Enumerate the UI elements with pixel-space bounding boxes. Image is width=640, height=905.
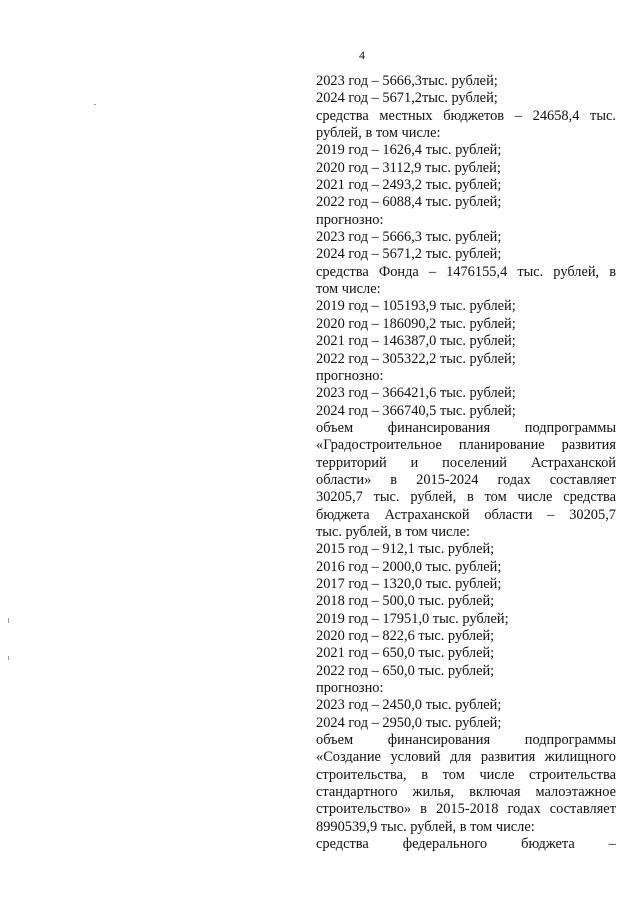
text-line: прогнозно: [316,680,384,697]
text-line: строительства, в том числе строительства [316,766,616,783]
scan-speck [94,104,96,105]
text-line: рублей, в том числе: [316,125,441,142]
text-line: 2020 год – 3112,9 тыс. рублей; [316,159,501,176]
text-line: 2019 год – 105193,9 тыс. рублей; [316,298,516,315]
text-line: области» в 2015-2024 годах составляет [316,471,616,488]
text-line: строительство» в 2015-2018 годах составляет [316,801,616,818]
text-line: 2015 год – 912,1 тыс. рублей; [316,541,495,558]
text-line: стандартного жилья, включая малоэтажное [316,784,616,801]
text-line: бюджета Астраханской области – 30205,7 [316,506,616,523]
text-line: 2016 год – 2000,0 тыс. рублей; [316,558,502,575]
text-line: 2019 год – 17951,0 тыс. рублей; [316,610,509,627]
text-line: средства Фонда – 1476155,4 тыс. рублей, в [316,263,616,280]
text-line: 2018 год – 500,0 тыс. рублей; [316,593,495,610]
text-line: 2023 год – 5666,3 тыс. рублей; [316,229,502,246]
text-line: тыс. рублей, в том числе: [316,523,470,540]
text-line: 2023 год – 366421,6 тыс. рублей; [316,385,516,402]
text-line: 2021 год – 650,0 тыс. рублей; [316,645,495,662]
text-line: средства местных бюджетов – 24658,4 тыс. [316,107,616,124]
text-line: 2019 год – 1626,4 тыс. рублей; [316,142,502,159]
text-line: 2024 год – 2950,0 тыс. рублей; [316,714,502,731]
text-line: «Градостроительное планирование развития [316,437,616,454]
scan-speck [8,618,9,623]
text-line: 2023 год – 5666,3тыс. рублей; [316,73,498,89]
text-line: средства федерального бюджета – [316,836,616,853]
page-number: 4 [359,48,365,62]
text-line: 2024 год – 5671,2тыс. рублей; [316,90,498,107]
text-line: 2021 год – 146387,0 тыс. рублей; [316,333,516,350]
text-line: «Создание условий для развития жилищного [316,749,616,766]
text-line: прогнозно: [316,367,384,384]
text-line: 2024 год – 5671,2 тыс. рублей; [316,246,502,263]
text-line: том числе: [316,281,381,298]
text-line: 2022 год – 305322,2 тыс. рублей; [316,350,516,367]
text-line: 2022 год – 6088,4 тыс. рублей; [316,194,502,211]
document-body [316,73,616,853]
scan-speck [8,656,9,660]
text-line: 2020 год – 186090,2 тыс. рублей; [316,315,516,332]
text-line: 2022 год – 650,0 тыс. рублей; [316,662,495,679]
text-line: 2020 год – 822,6 тыс. рублей; [316,628,495,644]
text-line: 2024 год – 366740,5 тыс. рублей; [316,402,516,419]
text-line: 2017 год – 1320,0 тыс. рублей; [316,575,502,592]
text-line: объем финансирования подпрограммы [316,732,616,749]
text-line: 8990539,9 тыс. рублей, в том числе: [316,818,535,835]
text-line: территорий и поселений Астраханской [316,454,616,471]
text-line: прогнозно: [316,211,384,228]
text-line: 30205,7 тыс. рублей, в том числе средства [316,489,616,506]
text-line: 2021 год – 2493,2 тыс. рублей; [316,177,502,194]
text-line: 2023 год – 2450,0 тыс. рублей; [316,697,502,714]
text-line: объем финансирования подпрограммы [316,419,616,436]
